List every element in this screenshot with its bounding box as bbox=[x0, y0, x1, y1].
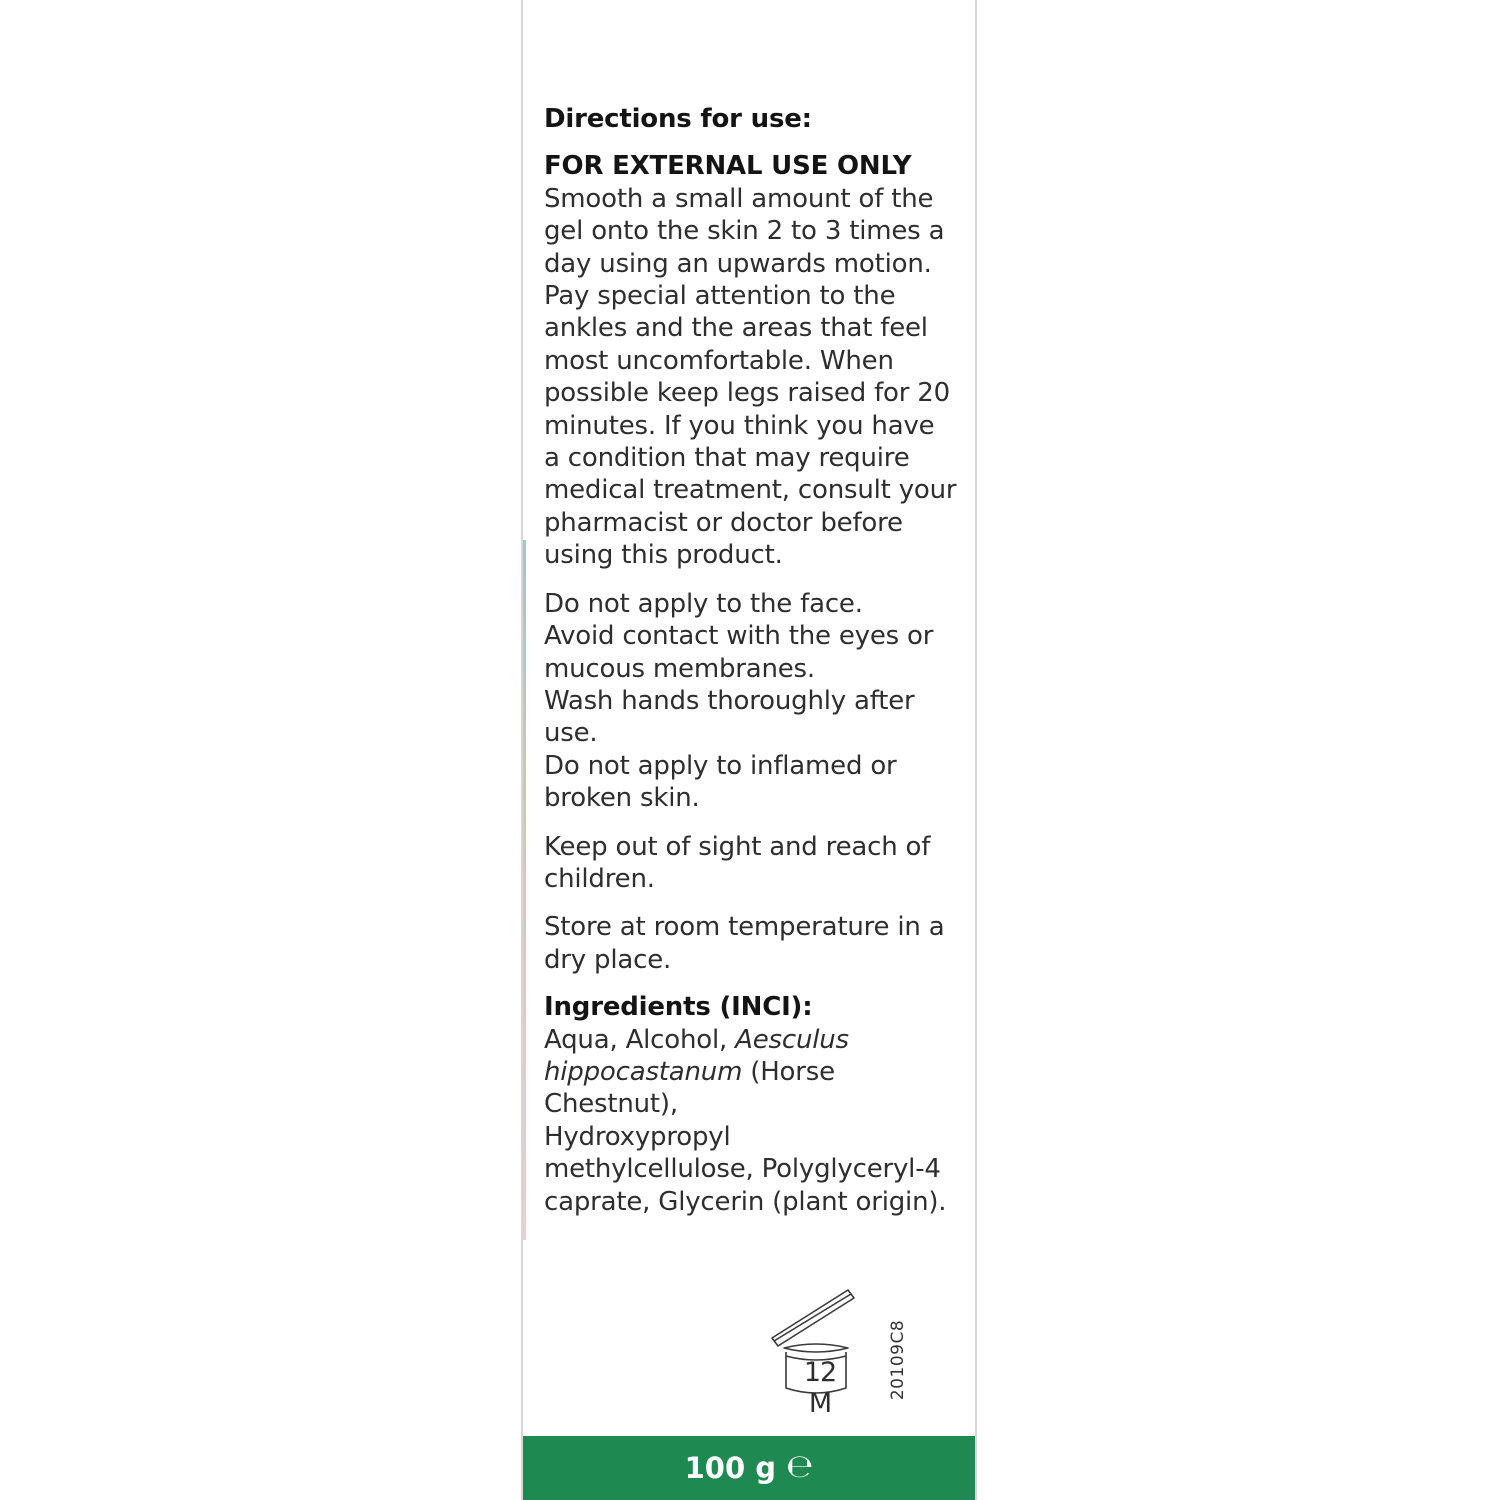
ingredients-line: methylcellulose, Polyglyceryl-4 bbox=[544, 1154, 941, 1185]
ingredients-latin-species: hippocastanum bbox=[544, 1056, 743, 1087]
ingredients-line: caprate, Glycerin (plant origin). bbox=[544, 1186, 947, 1217]
directions-line: ankles and the areas that feel bbox=[544, 313, 928, 344]
warning-line: broken skin. bbox=[544, 783, 700, 814]
directions-line: gel onto the skin 2 to 3 times a bbox=[544, 216, 945, 247]
ingredients-text bbox=[544, 1024, 959, 1218]
label-text bbox=[544, 103, 959, 1218]
directions-line: possible keep legs raised for 20 bbox=[544, 378, 950, 409]
batch-code: 20109C8 bbox=[888, 1319, 908, 1401]
warning-line: use. bbox=[544, 718, 598, 749]
net-weight: 100 g bbox=[684, 1451, 777, 1485]
directions-heading: Directions for use: bbox=[544, 104, 812, 134]
storage-line: dry place. bbox=[544, 944, 672, 975]
ingredients-latin-genus: Aesculus bbox=[735, 1024, 849, 1055]
directions-line: Pay special attention to the bbox=[544, 281, 896, 312]
directions-line: most uncomfortable. When bbox=[544, 345, 894, 376]
warning-line: Do not apply to inflamed or bbox=[544, 750, 897, 781]
directions-text bbox=[544, 183, 959, 572]
storage-line: Store at room temperature in a bbox=[544, 912, 945, 943]
children-line: children. bbox=[544, 863, 655, 894]
footer-bar bbox=[523, 1436, 975, 1500]
warnings-text bbox=[544, 588, 959, 815]
pao-label: 12 M bbox=[803, 1357, 837, 1419]
storage-text bbox=[544, 911, 959, 976]
directions-line: day using an upwards motion. bbox=[544, 248, 932, 279]
directions-line: using this product. bbox=[544, 540, 783, 571]
ingredients-line bbox=[544, 1024, 959, 1056]
ingredients-line bbox=[544, 1056, 959, 1121]
warning-line: Wash hands thoroughly after bbox=[544, 685, 915, 716]
directions-line: pharmacist or doctor before bbox=[544, 507, 903, 538]
label-panel bbox=[521, 0, 977, 1500]
ingredients-line: Hydroxypropyl bbox=[544, 1121, 731, 1152]
ingredients-line-2: (Horse Chestnut), bbox=[544, 1056, 835, 1120]
estimated-sign-icon: ℮ bbox=[786, 1447, 814, 1485]
directions-line: Smooth a small amount of the bbox=[544, 183, 934, 214]
children-warning bbox=[544, 831, 959, 896]
warning-line: Do not apply to the face. bbox=[544, 588, 863, 619]
directions-line: a condition that may require bbox=[544, 443, 910, 474]
panel-edge-tint bbox=[523, 540, 526, 1240]
children-line: Keep out of sight and reach of bbox=[544, 831, 931, 862]
warning-line: mucous membranes. bbox=[544, 653, 815, 684]
ingredients-line-1: Aqua, Alcohol, bbox=[544, 1024, 736, 1055]
warning-line: Avoid contact with the eyes or bbox=[544, 621, 934, 652]
external-use-heading: FOR EXTERNAL USE ONLY bbox=[544, 151, 912, 182]
directions-line: medical treatment, consult your bbox=[544, 475, 957, 506]
directions-line: minutes. If you think you have bbox=[544, 410, 935, 441]
ingredients-heading: Ingredients (INCI): bbox=[544, 992, 813, 1023]
